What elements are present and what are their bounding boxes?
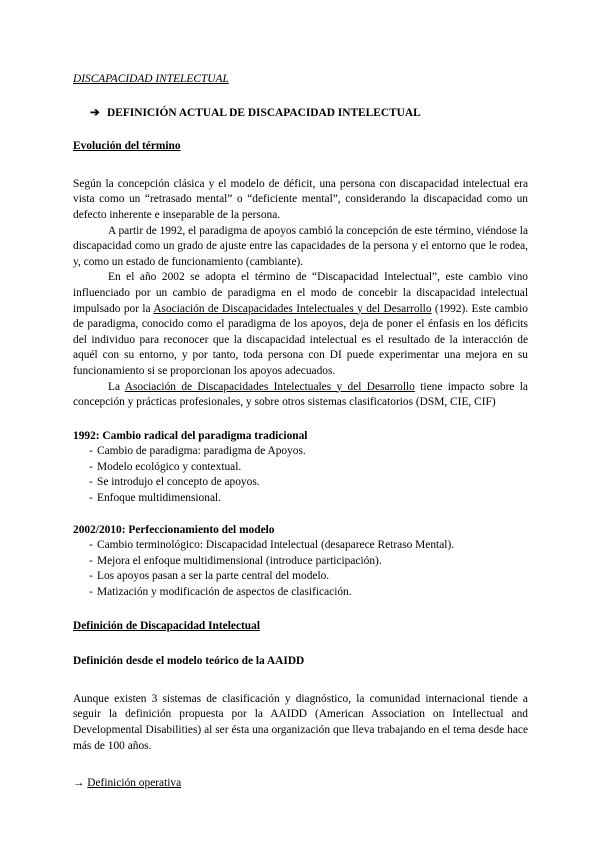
list-item-text: Matización y modificación de aspectos de clasificación.: [97, 586, 352, 599]
definicion-operativa-link[interactable]: Definición operativa: [87, 777, 182, 790]
paragraph-evolucion-3-text-b: (1992). Este cambio de paradigma, conocido como el paradigma de los apoyos, deja de poner el énfasis en los déficits del individuo para reconocer que la discapacidad intelectual es el resultado de la interacción de aquél con su entorno, y por tanto, toda persona con DI puede experimentar una mejora en su funcionamiento si se proporcionan los apoyos adecuados.: [73, 302, 528, 377]
section-heading-definicion: Definición de Discapacidad Intelectual: [73, 619, 260, 632]
list-item: [73, 554, 528, 570]
main-heading: [90, 106, 528, 122]
heading-2002-2010: 2002/2010: Perfeccionamiento del modelo: [73, 523, 275, 536]
aaidd-link-2[interactable]: Asociación de Discapacidades Intelectuales y del Desarrollo: [124, 380, 415, 393]
list-item: [73, 444, 528, 460]
arrow-right-icon: →: [73, 777, 85, 790]
list-item-text: Cambio de paradigma: paradigma de Apoyos.: [97, 445, 306, 458]
paragraph-definicion-1: Aunque existen 3 sistemas de clasificación y diagnóstico, la comunidad internacional tiende a seguir la definición propuesta por la AAIDD (American Association on Intellectual and Developmental Disabilities) al ser ésta una organización que lleva trabajando en el tema desde hace más de 100 años.: [73, 692, 528, 752]
definicion-operativa-line: [73, 776, 528, 792]
paragraph-evolucion-3-text-a: En el año 2002 se adopta el término de “Discapacidad Intelectual”, este cambio vino influenciado por un cambio de paradigma en el modo de concebir la discapacidad intelectual impulsado por la: [73, 271, 528, 315]
main-heading-text: DEFINICIÓN ACTUAL DE DISCAPACIDAD INTELECTUAL: [107, 106, 421, 119]
list-item-text: Se introdujo el concepto de apoyos.: [97, 476, 260, 489]
paragraph-evolucion-2: A partir de 1992, el paradigma de apoyos cambió la concepción de este término, viéndose la discapacidad como un grado de ajuste entre las capacidades de la persona y el entorno que le rodea, y, como un estado de funcionamiento (cambiante).: [73, 224, 528, 268]
paragraph-evolucion-4: [73, 380, 528, 411]
paragraph-evolucion-1: Según la concepción clásica y el modelo de déficit, una persona con discapacidad intelectual era vista como un “retrasado mental” o “deficiente mental”, considerando la discapacidad como un defecto inherente e inseparable de la persona.: [73, 177, 528, 221]
document-content: [73, 72, 528, 792]
paragraph-evolucion-4-text-b: tiene impacto sobre la concepción y prácticas profesionales, y sobre otros sistemas clasificatorios (DSM, CIE, CIF): [73, 380, 528, 409]
dash-marker: -: [89, 539, 93, 552]
list-item: [73, 491, 528, 507]
list-item-text: Los apoyos pasan a ser la parte central del modelo.: [97, 570, 330, 583]
arrow-right-icon: ➔: [90, 106, 100, 119]
dash-marker: -: [89, 554, 93, 567]
dash-marker: -: [89, 476, 93, 489]
paragraph-evolucion-4-text-a: La: [108, 380, 125, 393]
sub-heading-aaidd: Definición desde el modelo teórico de la AAIDD: [73, 655, 305, 668]
list-item: [73, 538, 528, 554]
list-item-text: Cambio terminológico: Discapacidad Intelectual (desaparece Retraso Mental).: [97, 539, 455, 552]
paragraph-evolucion-3: [73, 270, 528, 379]
dash-marker: -: [89, 445, 93, 458]
dash-marker: -: [89, 460, 93, 473]
section-heading-evolucion: Evolución del término: [73, 140, 181, 153]
document-title: DISCAPACIDAD INTELECTUAL: [73, 73, 229, 85]
dash-marker: -: [89, 586, 93, 599]
aaidd-link[interactable]: Asociación de Discapacidades Intelectuales y del Desarrollo: [153, 302, 432, 315]
list-2002-2010: [73, 538, 528, 600]
list-item: [73, 569, 528, 585]
list-item-text: Mejora el enfoque multidimensional (introduce participación).: [97, 554, 382, 567]
list-item: [73, 585, 528, 601]
list-item-text: Modelo ecológico y contextual.: [97, 460, 242, 473]
dash-marker: -: [89, 492, 93, 505]
list-item: [73, 460, 528, 476]
list-1992: [73, 444, 528, 506]
list-item: [73, 475, 528, 491]
list-item-text: Enfoque multidimensional.: [97, 492, 222, 505]
heading-1992: 1992: Cambio radical del paradigma tradicional: [73, 429, 308, 442]
dash-marker: -: [89, 570, 93, 583]
